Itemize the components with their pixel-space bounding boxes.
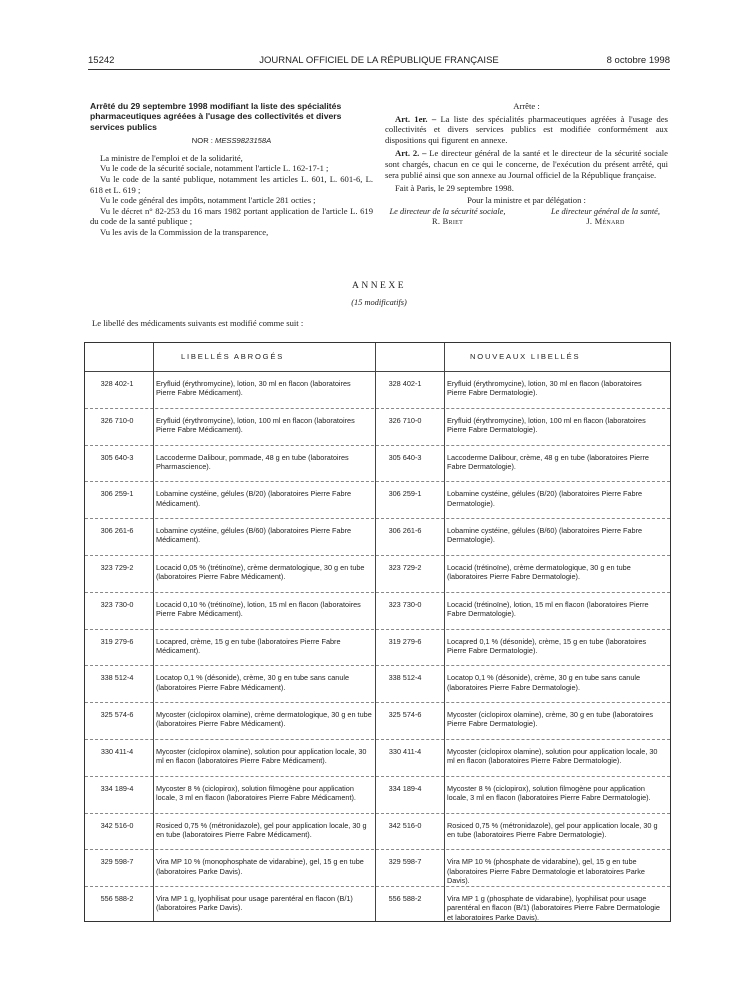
new-label: Rosiced 0,75 % (métronidazole), gel pour application locale, 30 g en tube (laboratoires Pierre Fabre Dermatologie). bbox=[447, 820, 658, 839]
new-code: 328 402-1 bbox=[388, 379, 422, 388]
new-code: 305 640-3 bbox=[388, 452, 422, 462]
new-label: Mycoster (ciclopirox olamine), solution pour application locale, 30 ml en flacon (laboratoires Pierre Fabre Dermatologie). bbox=[447, 747, 658, 766]
new-label: Mycoster (ciclopirox olamine), crème, 30 g en tube (laboratoires Pierre Fabre Dermatologie). bbox=[447, 710, 654, 729]
table-row bbox=[85, 702, 670, 740]
new-code: 319 279-6 bbox=[388, 636, 422, 646]
table-row bbox=[85, 555, 670, 593]
table-row bbox=[85, 629, 670, 667]
old-label: Mycoster (ciclopirox olamine), solution pour application locale, 30 ml en flacon (laboratoires Pierre Fabre Médicament). bbox=[156, 747, 367, 766]
table-row bbox=[85, 739, 670, 777]
old-label: Mycoster (ciclopirox olamine), crème dermatologique, 30 g en tube (laboratoires Pierre Fabre Médicament). bbox=[156, 710, 372, 729]
new-label: Eryfluid (érythromycine), lotion, 30 ml en flacon (laboratoires Pierre Fabre Dermatologie). bbox=[447, 379, 642, 398]
old-label: Locatop 0,1 % (désonide), crème, 30 g en tube sans canule (laboratoires Pierre Fabre Médicament). bbox=[156, 673, 350, 692]
old-code: 323 730-0 bbox=[100, 599, 134, 609]
old-code: 323 729-2 bbox=[100, 563, 134, 572]
article-2-text: Le directeur général de la santé et le directeur de la sécurité sociale sont chargés, chacun en ce qui le concerne, de l'exécution du présent arrêté, qui sera publié ainsi que son annexe au Journal officiel de la République française. bbox=[385, 148, 668, 180]
medications-table bbox=[84, 342, 671, 922]
annexe-subtitle: (15 modificatifs) bbox=[351, 298, 407, 307]
signature-left-name: R. Briet bbox=[431, 217, 464, 227]
old-code: 556 588-2 bbox=[100, 894, 134, 904]
annexe-title: ANNEXE bbox=[351, 281, 407, 291]
journal-title: JOURNAL OFFICIEL DE LA RÉPUBLIQUE FRANÇAISE bbox=[259, 55, 499, 66]
new-label: Locapred 0,1 % (désonide), crème, 15 g en tube (laboratoires Pierre Fabre Dermatologie). bbox=[447, 636, 647, 655]
new-code: 325 574-6 bbox=[388, 710, 422, 720]
new-label: Locatop 0,1 % (désonide), crème, 30 g en tube sans canule (laboratoires Pierre Fabre Dermatologie). bbox=[447, 673, 641, 692]
visa-paragraph: Vu le code général des impôts, notamment l'article 281 octies ; bbox=[100, 195, 316, 206]
article-1 bbox=[385, 114, 668, 146]
table-row bbox=[85, 445, 670, 483]
new-code: 334 189-4 bbox=[388, 783, 422, 793]
signature-right bbox=[543, 207, 668, 227]
nor-label: NOR : bbox=[191, 136, 213, 146]
old-code: 326 710-0 bbox=[100, 415, 134, 425]
article-1-text: La liste des spécialités pharmaceutiques agréées à l'usage des collectivités et divers services publics est modifiée conformément aux dispositions qui figurent en annexe. bbox=[385, 113, 668, 145]
signatures bbox=[385, 207, 668, 243]
visa-paragraph: Vu le code de la santé publique, notamment les articles L. 601, L. 601-6, L. 618 et L. 619 ; bbox=[90, 174, 373, 195]
delegation-line: Pour la ministre et par délégation : bbox=[467, 194, 586, 205]
new-code: 306 259-1 bbox=[388, 489, 422, 499]
header-rule bbox=[88, 69, 670, 70]
signature-right-title: Le directeur général de la santé, bbox=[550, 207, 660, 217]
new-label: Vira MP 1 g (phosphate de vidarabine), lyophilisat pour usage parentéral en flacon (B/1) (laboratoires Pierre Fabre Dermatologie et laboratoires Parke Davis). bbox=[447, 894, 660, 922]
signature-left-title: Le directeur de la sécurité sociale, bbox=[389, 207, 506, 217]
nor-code: MESS9823158A bbox=[215, 136, 272, 146]
new-label: Lobamine cystéine, gélules (B/60) (laboratoires Pierre Fabre Dermatologie). bbox=[447, 526, 643, 545]
old-label: Mycoster 8 % (ciclopirox), solution filmogène pour application locale, 3 ml en flacon (laboratoires Pierre Fabre Médicament). bbox=[156, 783, 356, 803]
table-row bbox=[85, 518, 670, 556]
old-label: Lobamine cystéine, gélules (B/60) (laboratoires Pierre Fabre Médicament). bbox=[156, 526, 352, 545]
article-2-label: Art. 2. – bbox=[395, 148, 427, 159]
page-number: 15242 bbox=[88, 55, 115, 66]
old-code: 342 516-0 bbox=[100, 820, 134, 830]
table-row bbox=[85, 849, 670, 887]
old-code: 319 279-6 bbox=[100, 636, 134, 646]
decree-left-column bbox=[90, 101, 373, 238]
new-label: Locacid (trétinoïne), crème dermatologique, 30 g en tube (laboratoires Pierre Fabre Dermatologie). bbox=[447, 563, 631, 582]
old-label: Locapred, crème, 15 g en tube (laboratoires Pierre Fabre Médicament). bbox=[156, 636, 341, 655]
header-old-labels: LIBELLÉS ABROGÉS bbox=[181, 352, 285, 361]
new-label: Laccoderme Dalibour, crème, 48 g en tube (laboratoires Pierre Fabre Dermatologie). bbox=[447, 452, 649, 471]
old-code: 306 261-6 bbox=[100, 526, 134, 536]
new-code: 556 588-2 bbox=[388, 894, 422, 904]
old-code: 325 574-6 bbox=[100, 710, 134, 720]
table-row bbox=[85, 371, 670, 409]
visa-paragraph: Vu les avis de la Commission de la transparence, bbox=[100, 226, 269, 237]
old-code: 328 402-1 bbox=[100, 379, 134, 388]
page-header bbox=[88, 55, 670, 69]
table-row bbox=[85, 408, 670, 446]
old-label: Vira MP 1 g, lyophilisat pour usage parentéral en flacon (B/1) (laboratoires Parke Davis). bbox=[156, 894, 353, 913]
visa-paragraph: Vu le décret n° 82-253 du 16 mars 1982 portant application de l'article L. 619 du code de la santé publique ; bbox=[90, 205, 373, 227]
table-row bbox=[85, 665, 670, 703]
old-code: 330 411-4 bbox=[100, 747, 134, 756]
old-code: 338 512-4 bbox=[100, 673, 134, 683]
new-label: Vira MP 10 % (phosphate de vidarabine), gel, 15 g en tube (laboratoires Pierre Fabre Dermatologie et laboratoires Parke Davis). bbox=[447, 857, 645, 885]
new-code: 330 411-4 bbox=[388, 747, 422, 756]
table-row bbox=[85, 481, 670, 519]
table-header bbox=[85, 343, 670, 372]
old-code: 334 189-4 bbox=[100, 783, 134, 793]
signature-right-name: J. Ménard bbox=[586, 217, 625, 227]
decree-right-column bbox=[385, 101, 668, 243]
visa-paragraph: Vu le code de la sécurité sociale, notamment l'article L. 162-17-1 ; bbox=[100, 163, 329, 174]
table-row bbox=[85, 813, 670, 851]
new-code: 306 261-6 bbox=[388, 526, 422, 536]
old-code: 306 259-1 bbox=[100, 489, 134, 499]
new-code: 338 512-4 bbox=[388, 673, 422, 683]
new-code: 323 730-0 bbox=[388, 599, 422, 609]
visa-paragraph: La ministre de l'emploi et de la solidarité, bbox=[100, 152, 243, 163]
annexe-intro: Le libellé des médicaments suivants est modifié comme suit : bbox=[92, 318, 304, 328]
old-label: Locacid 0,10 % (trétinoïne), lotion, 15 ml en flacon (laboratoires Pierre Fabre Médicament). bbox=[156, 599, 361, 619]
old-label: Lobamine cystéine, gélules (B/20) (laboratoires Pierre Fabre Médicament). bbox=[156, 489, 352, 508]
table-row bbox=[85, 592, 670, 630]
new-code: 342 516-0 bbox=[388, 820, 422, 830]
signature-left bbox=[385, 207, 510, 227]
new-label: Eryfluid (érythromycine), lotion, 100 ml en flacon (laboratoires Pierre Fabre Dermatologie). bbox=[447, 415, 646, 435]
article-1-label: Art. 1er. – bbox=[395, 113, 437, 124]
table-row bbox=[85, 776, 670, 814]
new-code: 329 598-7 bbox=[388, 857, 422, 867]
old-code: 329 598-7 bbox=[100, 857, 134, 867]
table-row bbox=[85, 886, 670, 923]
old-label: Eryfluid (érythromycine), lotion, 100 ml en flacon (laboratoires Pierre Fabre Médicament). bbox=[156, 415, 355, 435]
nor-reference bbox=[90, 136, 373, 147]
old-label: Laccoderme Dalibour, pommade, 48 g en tube (laboratoires Pharmascience). bbox=[156, 452, 349, 471]
decree-title: Arrêté du 29 septembre 1998 modifiant la liste des spécialités pharmaceutiques agréées à l'usage des collectivités et divers services publics bbox=[90, 101, 342, 132]
old-label: Rosiced 0,75 % (métronidazole), gel pour application locale, 30 g en tube (laboratoires Pierre Fabre Médicament). bbox=[156, 820, 367, 839]
issue-date: 8 octobre 1998 bbox=[606, 55, 670, 66]
old-label: Locacid 0,05 % (trétinoïne), crème dermatologique, 30 g en tube (laboratoires Pierre Fabre Médicament). bbox=[156, 563, 365, 582]
header-new-labels: NOUVEAUX LIBELLÉS bbox=[470, 352, 581, 361]
new-code: 323 729-2 bbox=[388, 563, 422, 572]
new-label: Locacid (trétinoïne), lotion, 15 ml en flacon (laboratoires Pierre Fabre Dermatologie). bbox=[447, 599, 649, 619]
fait-a-paris: Fait à Paris, le 29 septembre 1998. bbox=[395, 183, 514, 194]
new-label: Mycoster 8 % (ciclopirox), solution filmogène pour application locale, 3 ml en flacon (laboratoires Pierre Fabre Dermatologie). bbox=[447, 783, 651, 803]
visa-paragraphs bbox=[90, 153, 373, 238]
new-code: 326 710-0 bbox=[388, 415, 422, 425]
old-label: Vira MP 10 % (monophosphate de vidarabine), gel, 15 g en tube (laboratoires Parke Davis). bbox=[156, 857, 364, 876]
arrete-label: Arrête : bbox=[513, 101, 540, 111]
article-2 bbox=[385, 148, 668, 180]
old-code: 305 640-3 bbox=[100, 452, 134, 462]
new-label: Lobamine cystéine, gélules (B/20) (laboratoires Pierre Fabre Dermatologie). bbox=[447, 489, 643, 508]
old-label: Eryfluid (érythromycine), lotion, 30 ml en flacon (laboratoires Pierre Fabre Médicament). bbox=[156, 379, 351, 398]
